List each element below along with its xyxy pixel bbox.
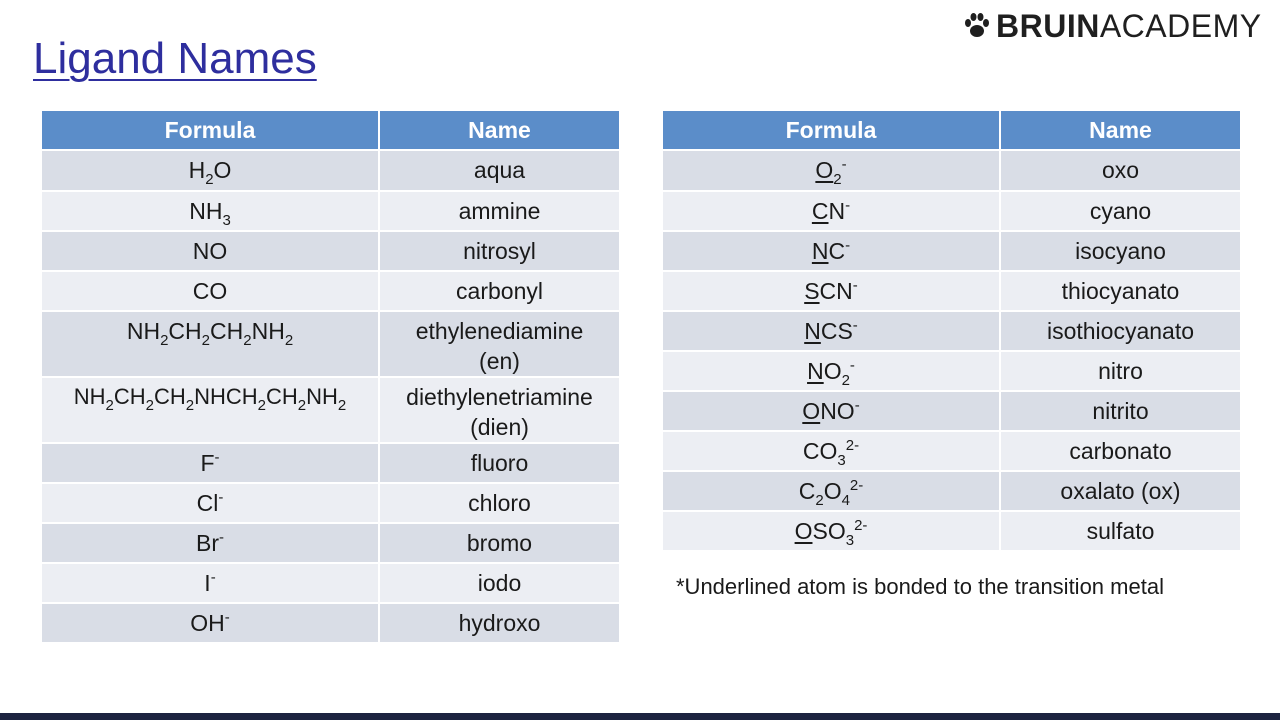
header-formula: Formula (42, 111, 380, 151)
name-cell: isothiocyanato (1001, 312, 1240, 352)
formula-cell: NC- (663, 232, 1001, 272)
ligand-table-right (663, 111, 1240, 552)
formula-cell: OH- (42, 604, 380, 644)
name-cell: thiocyanato (1001, 272, 1240, 312)
formula-cell: $H_2O$ (42, 151, 380, 192)
name-cell: carbonyl (380, 272, 619, 312)
formula-cell: I- (42, 564, 380, 604)
formula-cell: $NO_2^-$ (663, 352, 1001, 392)
brand-logo (962, 8, 1262, 44)
formula-cell: $NH_2CH_2CH_2NHCH_2CH_2NH_2$ (42, 378, 380, 444)
header-name: Name (380, 111, 619, 151)
paw-icon (962, 11, 992, 41)
formula-cell: $NH_3$ (42, 192, 380, 232)
name-cell: nitrosyl (380, 232, 619, 272)
name-cell: ammine (380, 192, 619, 232)
formula-cell: CN- (663, 192, 1001, 232)
formula-cell: F- (42, 444, 380, 484)
formula-cell: CO (42, 272, 380, 312)
formula-cell: Cl- (42, 484, 380, 524)
name-cell: bromo (380, 524, 619, 564)
name-cell: nitrito (1001, 392, 1240, 432)
formula-cell: Br- (42, 524, 380, 564)
name-cell: oxalato (ox) (1001, 472, 1240, 512)
name-cell: nitro (1001, 352, 1240, 392)
bottom-bar (0, 713, 1280, 720)
name-cell: fluoro (380, 444, 619, 484)
formula-cell: ONO- (663, 392, 1001, 432)
formula-cell: NO (42, 232, 380, 272)
name-cell: iodo (380, 564, 619, 604)
formula-cell: $CO_3^{2-}$ (663, 432, 1001, 472)
name-cell: aqua (380, 151, 619, 192)
name-cell: diethylenetriamine (dien) (380, 378, 619, 444)
name-cell: cyano (1001, 192, 1240, 232)
brand-name-light: ACADEMY (1099, 7, 1262, 44)
formula-cell: $O_2^-$ (663, 151, 1001, 192)
name-cell: ethylenediamine (en) (380, 312, 619, 378)
footnote: *Underlined atom is bonded to the transition metal (676, 574, 1164, 599)
name-cell: oxo (1001, 151, 1240, 192)
header-name: Name (1001, 111, 1240, 151)
name-cell: sulfato (1001, 512, 1240, 552)
name-cell: chloro (380, 484, 619, 524)
formula-cell: $OSO_3^{2-}$ (663, 512, 1001, 552)
name-cell: isocyano (1001, 232, 1240, 272)
formula-cell: NCS- (663, 312, 1001, 352)
brand-name-bold: BRUIN (996, 7, 1100, 44)
page-title: Ligand Names (33, 34, 317, 83)
ligand-table-left (42, 111, 619, 644)
name-cell: hydroxo (380, 604, 619, 644)
name-cell: carbonato (1001, 432, 1240, 472)
formula-cell: $NH_2CH_2CH_2NH_2$ (42, 312, 380, 378)
header-formula: Formula (663, 111, 1001, 151)
formula-cell: SCN- (663, 272, 1001, 312)
formula-cell: $C_2O_4^{2-}$ (663, 472, 1001, 512)
